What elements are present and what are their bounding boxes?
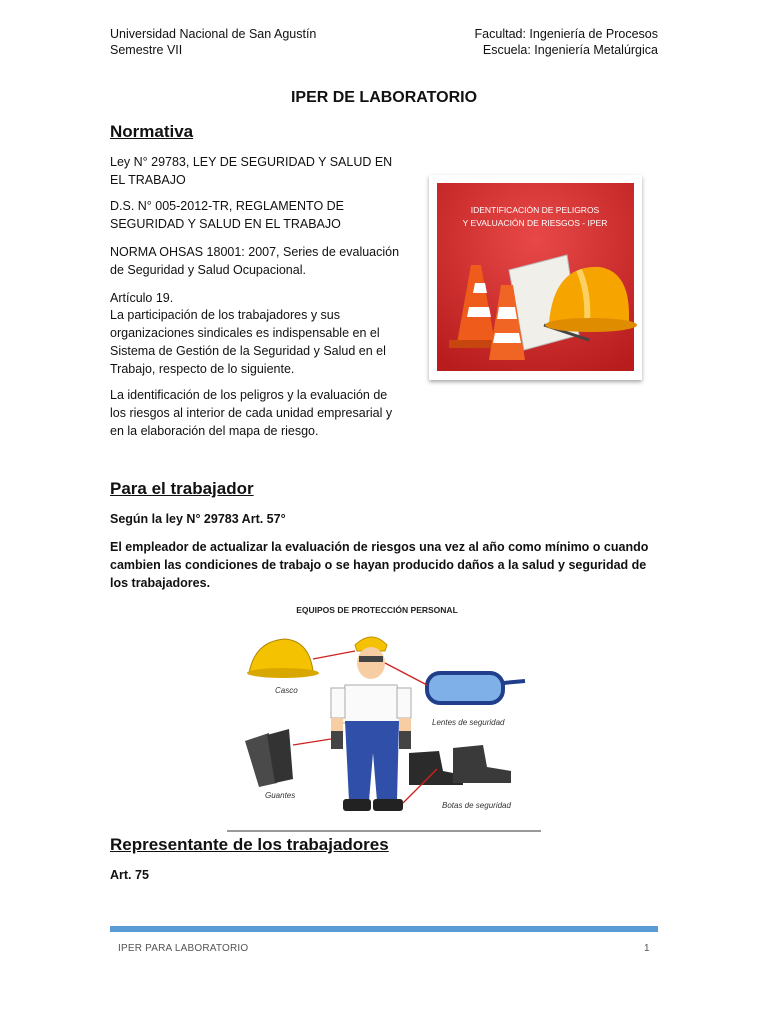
semester: Semestre VII <box>110 43 183 57</box>
label-casco: Casco <box>275 686 298 695</box>
iper-image <box>429 175 642 380</box>
section-heading-normativa: Normativa <box>110 122 194 141</box>
epp-image-frame <box>227 593 541 832</box>
articulo-text: La participación de los trabajadores y sus organizaciones sindicales es indispensable en el Sistema de Gestión de la Seguridad y Salud en el Trabajo, respecto de lo siguiente. <box>110 308 386 376</box>
faculty-name: Facultad: Ingeniería de Procesos <box>474 27 658 41</box>
worker-figure <box>331 637 411 811</box>
header-right <box>475 26 658 58</box>
footer-text: IPER PARA LABORATORIO <box>118 943 249 954</box>
normativa-item: NORMA OHSAS 18001: 2007, Series de evaluación de Seguridad y Salud Ocupacional. <box>110 245 400 277</box>
label-botas: Botas de seguridad <box>442 801 511 810</box>
articulo-label: Artículo 19. <box>110 291 174 305</box>
epp-image-title: EQUIPOS DE PROTECCIÓN PERSONAL <box>296 605 458 615</box>
iper-image-frame <box>429 175 642 380</box>
footer-bar <box>110 926 658 932</box>
iper-image-line1: IDENTIFICACIÓN DE PELIGROS <box>470 205 600 215</box>
epp-image <box>227 593 541 830</box>
section-heading-trabajador: Para el trabajador <box>110 479 254 498</box>
header-left <box>110 26 316 58</box>
page-title: IPER DE LABORATORIO <box>290 89 478 106</box>
page-number: 1 <box>644 943 650 954</box>
university-name: Universidad Nacional de San Agustín <box>110 27 317 41</box>
ley-reference: Según la ley N° 29783 Art. 57° <box>110 512 286 526</box>
safety-boots-icon <box>409 745 511 785</box>
normativa-item: Ley N° 29783, LEY DE SEGURIDAD Y SALUD EN EL TRABAJO <box>110 155 393 187</box>
label-guantes: Guantes <box>265 791 296 800</box>
identificacion-text: La identificación de los peligros y la evaluación de los riesgos al interior de cada unidad empresarial y en la elaboración del mapa de riesgo. <box>110 388 393 438</box>
hard-hat-icon <box>247 639 319 678</box>
iper-image-line2: Y EVALUACIÓN DE RIESGOS - IPER <box>462 218 608 228</box>
normativa-item: D.S. N° 005-2012-TR, REGLAMENTO DE SEGURIDAD Y SALUD EN EL TRABAJO <box>110 199 345 231</box>
gloves-icon <box>245 729 293 787</box>
article-number: Art. 75 <box>110 868 149 882</box>
school-name: Escuela: Ingeniería Metalúrgica <box>482 43 658 57</box>
label-lentes: Lentes de seguridad <box>432 718 505 727</box>
safety-goggles-icon <box>427 673 525 703</box>
trabajador-text: El empleador de actualizar la evaluación de riesgos una vez al año como mínimo o cuando cambien las condiciones de trabajo o se hayan producido daños a la salud y seguridad de los trabajadores. <box>110 540 649 590</box>
section-heading-representante: Representante de los trabajadores <box>110 835 389 854</box>
